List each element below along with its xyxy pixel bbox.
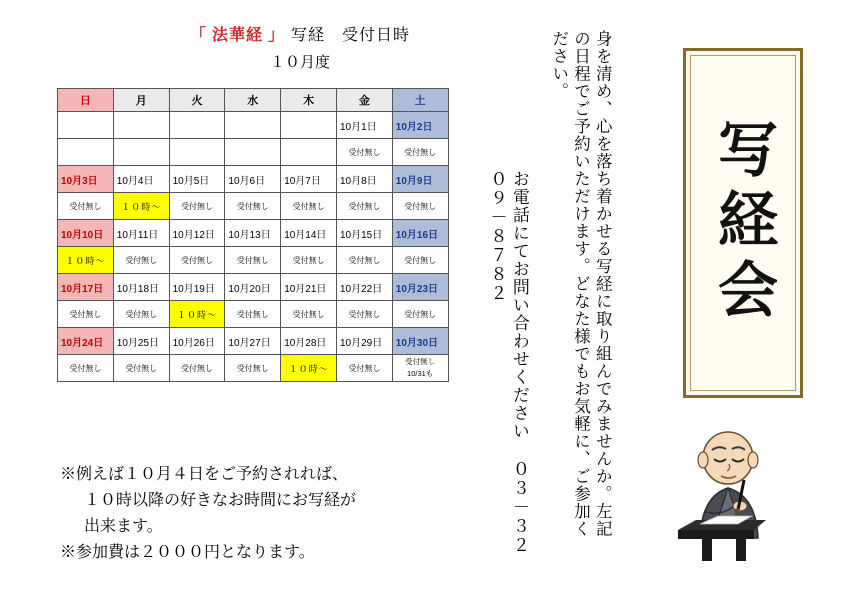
slot-cell: 受付無し — [225, 301, 281, 328]
date-cell: 10月5日 — [169, 166, 225, 193]
slot-cell — [225, 139, 281, 166]
date-cell: 10月7日 — [281, 166, 337, 193]
date-cell: 10月13日 — [225, 220, 281, 247]
weekday-header-thu: 木 — [281, 89, 337, 112]
slot-cell: 受付無し — [281, 247, 337, 274]
slot-cell: 受付無し — [113, 247, 169, 274]
note-line-2: １０時以降の好きなお時間にお写経が — [84, 492, 357, 509]
calendar-slot-row — [58, 247, 449, 274]
calendar-slot-row — [58, 355, 449, 382]
monk-illustration-icon — [648, 420, 798, 570]
phone-label: お電話にてお問い合わせください — [509, 170, 529, 440]
slot-cell: 受付無し — [392, 139, 448, 166]
note-line-3: 出来ます。 — [84, 518, 163, 535]
slot-cell: 受付無し — [169, 247, 225, 274]
weekday-header-mon: 月 — [113, 89, 169, 112]
slot-cell: 受付無し — [58, 301, 114, 328]
date-cell: 10月2日 — [392, 112, 448, 139]
slot-cell: 受付無し — [225, 193, 281, 220]
weekday-header-sat: 土 — [392, 89, 448, 112]
date-cell: 10月17日 — [58, 274, 114, 301]
date-cell: 10月26日 — [169, 328, 225, 355]
date-cell — [58, 112, 114, 139]
date-cell: 10月15日 — [336, 220, 392, 247]
date-cell: 10月1日 — [336, 112, 392, 139]
date-cell: 10月23日 — [392, 274, 448, 301]
schedule-calendar — [57, 88, 449, 382]
date-cell: 10月24日 — [58, 328, 114, 355]
date-cell: 10月11日 — [113, 220, 169, 247]
shakyo-sign-frame — [683, 48, 803, 398]
calendar-header-row — [58, 89, 449, 112]
shakyo-sign-inner — [690, 55, 796, 391]
slot-cell: 受付無し — [392, 247, 448, 274]
phone-vertical-block — [485, 170, 530, 560]
date-cell: 10月6日 — [225, 166, 281, 193]
date-cell: 10月27日 — [225, 328, 281, 355]
slot-cell — [113, 139, 169, 166]
note-line-1: ※例えば１０月４日をご予約されれば、 — [60, 466, 349, 483]
slot-cell-extra — [392, 355, 448, 382]
sutra-name: 「 法華経 」 — [189, 27, 285, 44]
date-cell: 10月25日 — [113, 328, 169, 355]
slot-cell-available: １０時～ — [113, 193, 169, 220]
slot-cell: 受付無し — [336, 301, 392, 328]
slot-cell-available: １０時～ — [169, 301, 225, 328]
date-cell: 10月16日 — [392, 220, 448, 247]
slot-cell: 受付無し — [113, 301, 169, 328]
weekday-header-tue: 火 — [169, 89, 225, 112]
weekday-header-fri: 金 — [336, 89, 392, 112]
slot-cell: 受付無し — [58, 193, 114, 220]
date-cell: 10月29日 — [336, 328, 392, 355]
date-cell: 10月18日 — [113, 274, 169, 301]
slot-cell: 受付無し — [336, 355, 392, 382]
slot-cell: 受付無し — [169, 193, 225, 220]
phone-number: ０３－３２０９－８７８２ — [487, 170, 529, 555]
weekday-header-wed: 水 — [225, 89, 281, 112]
slot-cell: 受付無し — [281, 193, 337, 220]
slot-cell: 受付無し — [113, 355, 169, 382]
description-vertical-text: 身を清め、心を落ち着かせる写経に取り組んでみませんか。左記の日程でご予約いただけます。どなた様でもお気軽に、ご参加ください。 — [549, 30, 613, 538]
date-cell — [225, 112, 281, 139]
date-cell: 10月20日 — [225, 274, 281, 301]
date-cell: 10月28日 — [281, 328, 337, 355]
date-cell: 10月3日 — [58, 166, 114, 193]
date-cell — [113, 112, 169, 139]
slot-cell-available: １０時～ — [281, 355, 337, 382]
slot-cell: 受付無し — [392, 301, 448, 328]
date-cell: 10月10日 — [58, 220, 114, 247]
slot-cell: 受付無し — [392, 193, 448, 220]
date-cell: 10月9日 — [392, 166, 448, 193]
date-cell: 10月12日 — [169, 220, 225, 247]
calendar-date-row — [58, 328, 449, 355]
date-cell: 10月4日 — [113, 166, 169, 193]
page-title — [120, 22, 480, 72]
slot-cell-text: 受付無し — [405, 357, 436, 366]
date-cell: 10月30日 — [392, 328, 448, 355]
slot-cell: 受付無し — [58, 355, 114, 382]
slot-cell: 受付無し — [225, 355, 281, 382]
date-cell — [281, 112, 337, 139]
note-line-4: ※参加費は２０００円となります。 — [60, 544, 315, 561]
date-cell: 10月22日 — [336, 274, 392, 301]
date-cell: 10月21日 — [281, 274, 337, 301]
slot-cell: 受付無し — [169, 355, 225, 382]
month-label: １０月度 — [269, 55, 330, 71]
slot-cell-available: １０時～ — [58, 247, 114, 274]
slot-cell: 受付無し — [225, 247, 281, 274]
calendar-date-row — [58, 166, 449, 193]
slot-cell: 受付無し — [336, 247, 392, 274]
date-cell: 10月19日 — [169, 274, 225, 301]
weekday-header-sun: 日 — [58, 89, 114, 112]
date-cell — [169, 112, 225, 139]
title-rest: 写経 受付日時 — [291, 27, 411, 44]
slot-cell: 受付無し — [281, 301, 337, 328]
slot-cell — [281, 139, 337, 166]
title-line — [120, 22, 480, 45]
calendar-slot-row — [58, 139, 449, 166]
calendar-date-row — [58, 220, 449, 247]
slot-cell-extra-text: 10/31も — [407, 369, 434, 378]
calendar-date-row — [58, 112, 449, 139]
slot-cell: 受付無し — [336, 193, 392, 220]
date-cell: 10月14日 — [281, 220, 337, 247]
calendar-slot-row — [58, 193, 449, 220]
notes-block — [60, 462, 480, 566]
slot-cell — [169, 139, 225, 166]
calendar-date-row — [58, 274, 449, 301]
date-cell: 10月8日 — [336, 166, 392, 193]
slot-cell: 受付無し — [336, 139, 392, 166]
calendar-slot-row — [58, 301, 449, 328]
shakyo-sign-text: 写経会 — [710, 118, 776, 328]
slot-cell — [58, 139, 114, 166]
